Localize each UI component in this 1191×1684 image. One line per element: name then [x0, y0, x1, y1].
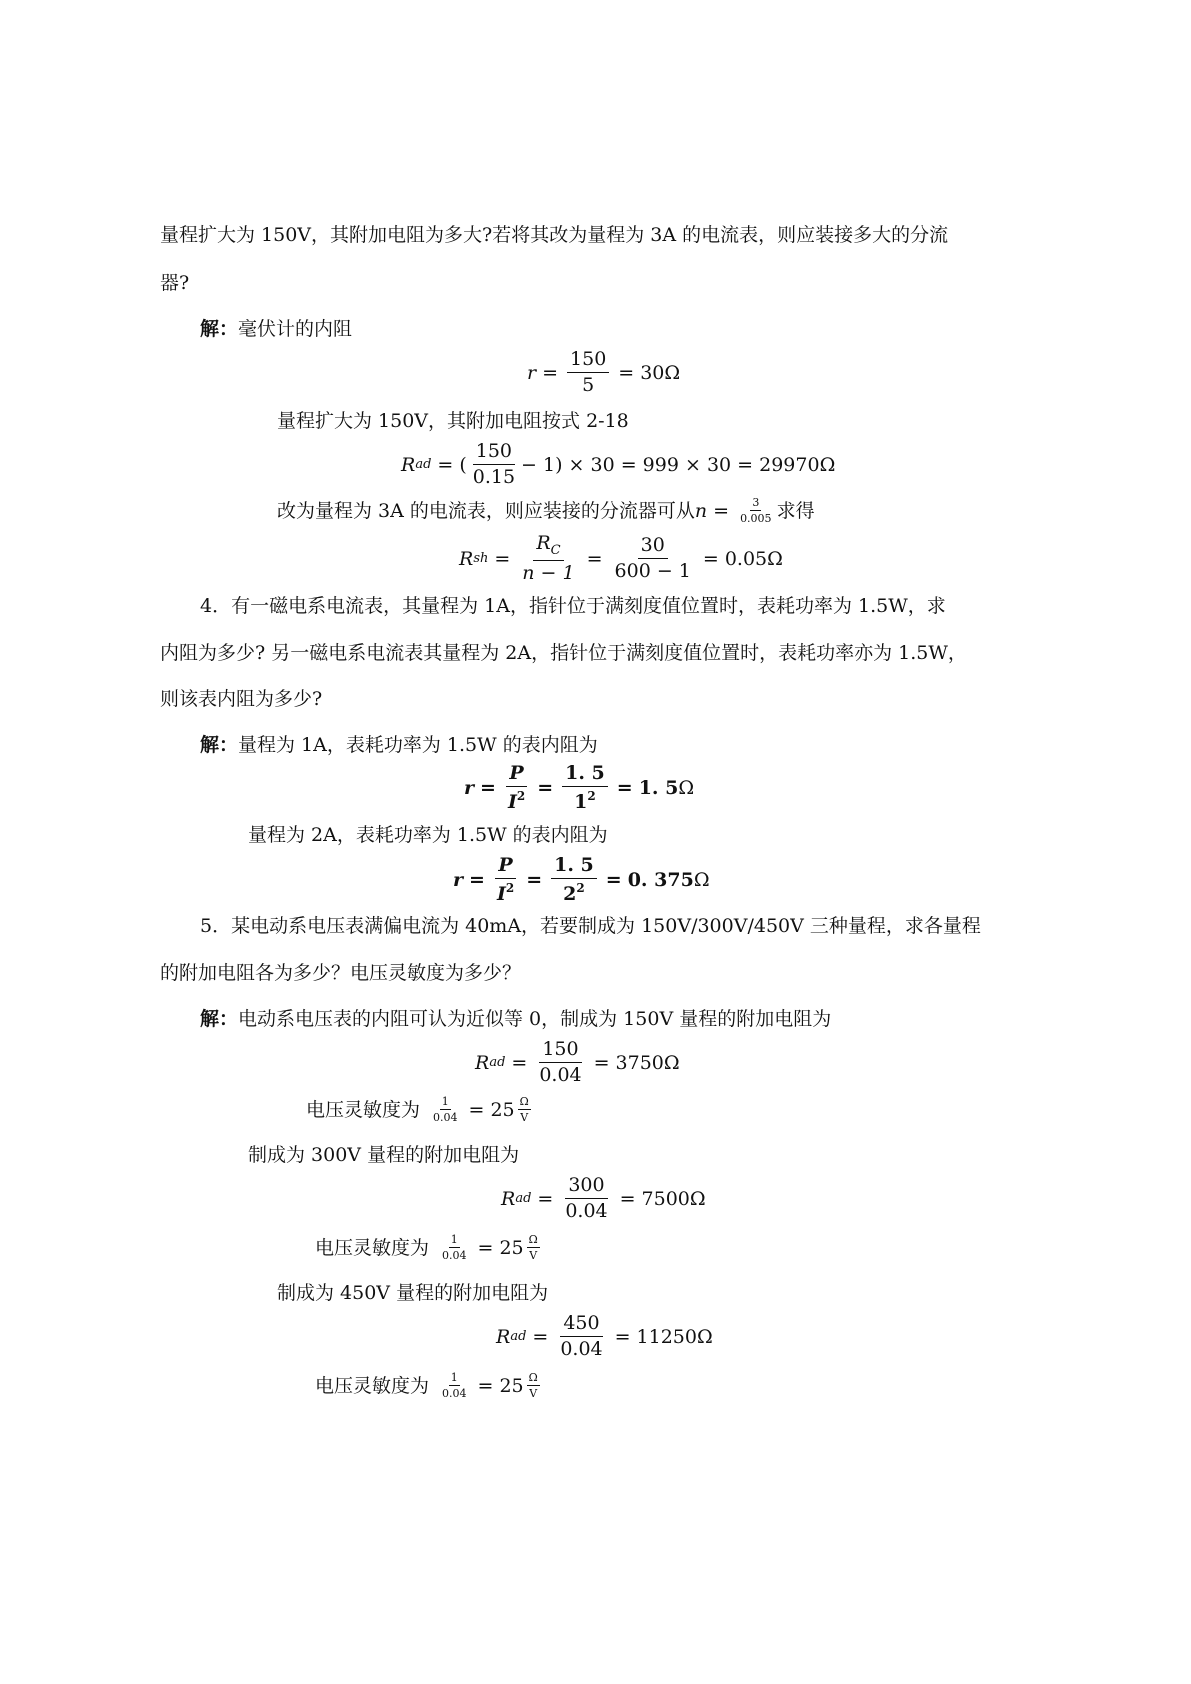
solution-text: 改为量程为 3A 的电流表，则应装接的分流器可从	[277, 499, 695, 522]
paragraph-line: 量程扩大为 150V，其附加电阻为多大?若将其改为量程为 3A 的电流表，则应装接多大的分流	[160, 224, 949, 246]
denominator: 0.04	[539, 1064, 582, 1086]
numerator: Ω	[528, 1371, 538, 1384]
denominator: $I^2$	[507, 789, 526, 813]
sensitivity-line	[315, 1234, 543, 1261]
symbol: r	[464, 777, 475, 799]
equation-rad-300v	[501, 1176, 706, 1221]
denominator: $I^2$	[496, 881, 515, 905]
numerator: 30	[638, 536, 668, 559]
denominator: 0.04	[442, 1249, 467, 1262]
operator: =	[477, 1236, 494, 1259]
result: 25	[490, 1098, 515, 1121]
fraction	[505, 764, 528, 812]
equation-rad-450v	[496, 1314, 713, 1359]
solution-label: 解：	[200, 1008, 239, 1030]
numerator: 150	[473, 442, 515, 465]
operator: =	[511, 1051, 528, 1074]
operator: =	[532, 1325, 549, 1348]
question-line: 4．有一磁电系电流表，其量程为 1A，指针位于满刻度值位置时，表耗功率为 1.5W，求	[200, 595, 946, 617]
equation-resistance-1a	[464, 764, 694, 812]
numerator: 1. 5	[562, 764, 608, 787]
numerator: 1	[450, 1371, 458, 1384]
result: 25	[499, 1236, 524, 1259]
operator: =	[713, 499, 730, 522]
result: 11250Ω	[636, 1325, 713, 1348]
denominator: V	[529, 1387, 538, 1400]
fraction	[738, 497, 774, 524]
equation-rad-150v	[475, 1040, 680, 1085]
operator: =	[614, 1325, 631, 1348]
question-line: 则该表内阻为多少?	[160, 688, 323, 710]
numerator: 3	[752, 496, 760, 509]
numerator: P	[495, 856, 515, 879]
subscript: ad	[515, 1191, 532, 1206]
equation-shunt-resistance	[459, 534, 783, 583]
denominator: 0.04	[565, 1200, 608, 1222]
equation-internal-resistance	[527, 350, 680, 395]
question-line: 的附加电阻各为多少？电压灵敏度为多少？	[160, 962, 522, 984]
symbol: r	[527, 361, 537, 384]
symbol: R	[459, 547, 474, 570]
subscript: ad	[415, 457, 432, 472]
solution-line: 量程扩大为 150V，其附加电阻按式 2-18	[277, 410, 629, 432]
operator: =	[437, 453, 454, 476]
solution-text: 求得	[776, 499, 815, 522]
fraction	[567, 350, 609, 395]
result: 3750Ω	[615, 1051, 680, 1074]
subscript: sh	[473, 551, 489, 566]
solution-line: 量程为 2A，表耗功率为 1.5W 的表内阻为	[248, 824, 608, 846]
operator: =	[616, 777, 633, 799]
numerator: Ω	[528, 1233, 538, 1246]
operator: =	[537, 777, 554, 799]
equation-resistance-2a	[453, 856, 710, 904]
operator: =	[477, 1374, 494, 1397]
unit: Ω	[693, 869, 710, 891]
fraction	[431, 1096, 460, 1123]
operator: =	[619, 1187, 636, 1210]
operator: =	[542, 361, 559, 384]
denominator: $1^2$	[574, 789, 596, 813]
solution-text: 电压灵敏度为	[306, 1098, 421, 1121]
denominator: 600 − 1	[614, 560, 691, 582]
symbol: R	[401, 453, 416, 476]
solution-label: 解：	[200, 318, 239, 340]
denominator: n − 1	[522, 562, 575, 584]
solution-line	[200, 1006, 831, 1032]
question-line: 内阻为多少? 另一磁电系电流表其量程为 2A，指针位于满刻度值位置时，表耗功率亦为 1.5W，	[160, 642, 967, 664]
numerator: Ω	[519, 1095, 529, 1108]
denominator: 0.04	[560, 1338, 603, 1360]
sensitivity-line	[306, 1096, 534, 1123]
result: 0.05Ω	[724, 547, 783, 570]
solution-text: 电压灵敏度为	[315, 1374, 430, 1397]
solution-text: 毫伏计的内阻	[238, 318, 353, 340]
sensitivity-line	[315, 1372, 543, 1399]
fraction	[536, 1040, 584, 1085]
fraction	[519, 534, 577, 583]
fraction	[518, 1096, 531, 1123]
operator: =	[480, 777, 496, 799]
fraction	[527, 1234, 540, 1261]
denominator: 0.04	[442, 1387, 467, 1400]
question-line: 5．某电动系电压表满偏电流为 40mA，若要制成为 150V/300V/450V 三种量程，求各量程	[200, 915, 981, 937]
denominator: 0.005	[740, 512, 772, 525]
equation-additional-resistance	[401, 442, 835, 487]
fraction	[551, 856, 597, 904]
unit: Ω	[678, 777, 695, 799]
result: 30Ω	[640, 361, 681, 384]
solution-line: 制成为 300V 量程的附加电阻为	[248, 1144, 520, 1166]
denominator: 0.04	[433, 1111, 458, 1124]
subscript: ad	[489, 1055, 506, 1070]
fraction	[562, 1176, 610, 1221]
solution-line	[277, 497, 815, 524]
numerator: 450	[560, 1314, 602, 1337]
fraction	[470, 442, 518, 487]
symbol: r	[453, 869, 464, 891]
solution-text: 电压灵敏度为	[315, 1236, 430, 1259]
numerator: $R_C$	[533, 534, 563, 561]
operator: =	[618, 361, 635, 384]
expression: − 1) × 30 = 999 × 30 = 29970Ω	[521, 453, 836, 476]
result: 1. 5	[638, 777, 679, 799]
denominator: 5	[582, 374, 595, 396]
operator: =	[537, 1187, 554, 1210]
fraction	[557, 1314, 605, 1359]
fraction	[494, 856, 517, 904]
paragraph-line: 器?	[160, 272, 190, 294]
operator: =	[468, 1098, 485, 1121]
fraction	[440, 1234, 469, 1261]
result: 7500Ω	[641, 1187, 706, 1210]
subscript: ad	[510, 1329, 527, 1344]
solution-line	[200, 316, 352, 342]
symbol: n	[694, 499, 708, 522]
denominator: V	[529, 1249, 538, 1262]
operator: =	[469, 869, 485, 891]
fraction	[612, 536, 694, 581]
denominator: $2^2$	[563, 881, 585, 905]
operator: =	[605, 869, 622, 891]
numerator: 300	[565, 1176, 607, 1199]
operator: =	[586, 547, 603, 570]
operator: =	[593, 1051, 610, 1074]
numerator: 1	[450, 1233, 458, 1246]
symbol: R	[496, 1325, 511, 1348]
denominator: V	[520, 1111, 529, 1124]
symbol: R	[501, 1187, 516, 1210]
operator: =	[494, 547, 511, 570]
paren: (	[459, 453, 467, 476]
numerator: 150	[567, 350, 609, 373]
fraction	[562, 764, 608, 812]
numerator: 150	[539, 1040, 581, 1063]
result: 0. 375	[627, 869, 694, 891]
solution-line	[200, 732, 598, 758]
denominator: 0.15	[472, 466, 516, 488]
numerator: 1	[441, 1095, 449, 1108]
numerator: P	[506, 764, 526, 787]
fraction	[527, 1372, 540, 1399]
numerator: 1. 5	[551, 856, 597, 879]
solution-line: 制成为 450V 量程的附加电阻为	[277, 1282, 549, 1304]
solution-label: 解：	[200, 734, 239, 756]
fraction	[440, 1372, 469, 1399]
operator: =	[526, 869, 543, 891]
symbol: R	[475, 1051, 490, 1074]
result: 25	[499, 1374, 524, 1397]
solution-text: 量程为 1A，表耗功率为 1.5W 的表内阻为	[238, 734, 598, 756]
solution-text: 电动系电压表的内阻可认为近似等 0，制成为 150V 量程的附加电阻为	[238, 1008, 832, 1030]
operator: =	[702, 547, 719, 570]
